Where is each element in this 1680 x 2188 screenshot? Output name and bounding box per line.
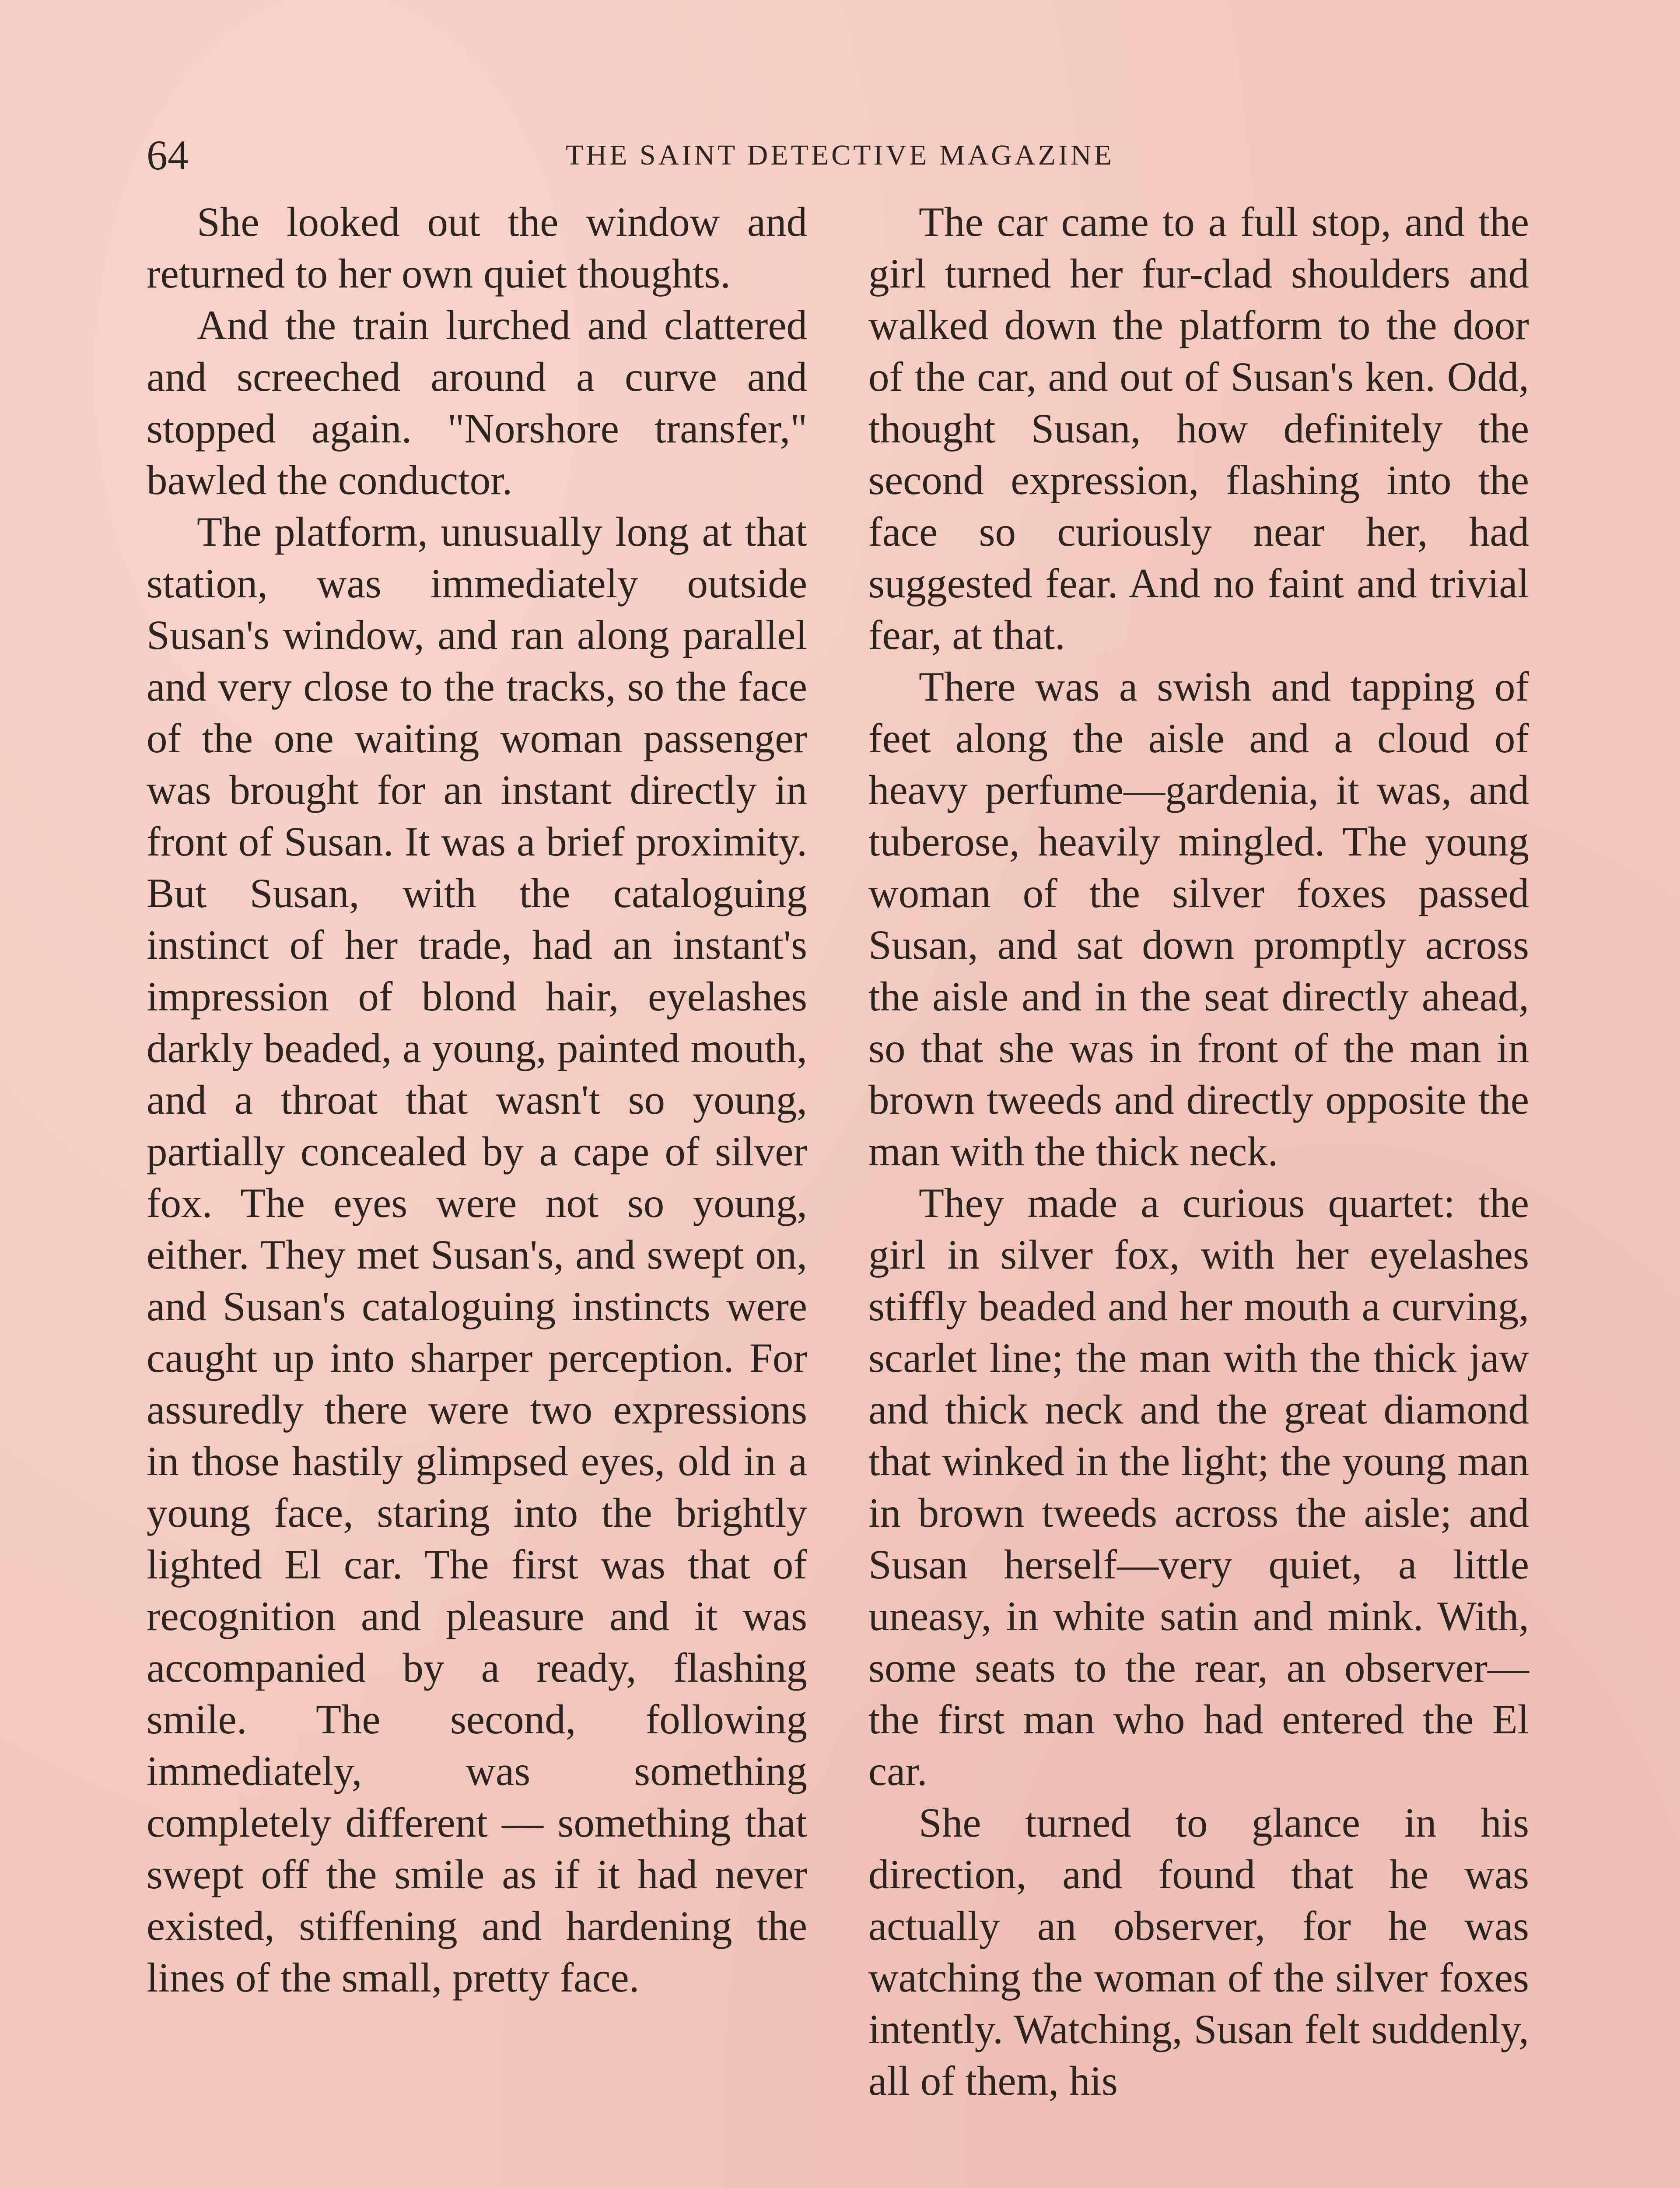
page-header xyxy=(147,131,1533,179)
left-paragraph-2: And the train lurched and clattered and screeched around a curve and stopped again. "Norshore transfer," bawled the conductor. xyxy=(147,302,807,503)
left-column xyxy=(147,196,807,2003)
right-paragraph-1: The car came to a full stop, and the girl turned her fur-clad shoulders and walked down the platform to the door of the car, and out of Susan's ken. Odd, thought Susan, how definitely the second expression, flashing into the face so curiously near her, had suggested fear. And no faint and trivial fear, at that. xyxy=(868,199,1529,658)
left-paragraph-3: The platform, unusually long at that station, was immediately outside Susan's window, and ran along parallel and very close to the tracks, so the face of the one waiting woman passenger was brought for an instant directly in front of Susan. It was a brief proximity. But Susan, with the cataloguing instinct of her trade, had an instant's impression of blond hair, eyelashes darkly beaded, a young, painted mouth, and a throat that wasn't so young, partially concealed by a cape of silver fox. The eyes were not so young, either. They met Susan's, and swept on, and Susan's cataloguing instincts were caught up into sharper perception. For assuredly there were two expressions in those hastily glimpsed eyes, old in a young face, staring into the brightly lighted El car. The first was that of recognition and pleasure and it was accompanied by a ready, flashing smile. The second, following immediately, was something completely different — something that swept off the smile as if it had never existed, stiffening and hardening the lines of the small, pretty face. xyxy=(147,508,807,2001)
right-paragraph-4: She turned to glance in his direction, and found that he was actually an observer, for he was watching the woman of the silver foxes intently. Watching, Susan felt suddenly, all of them, his xyxy=(868,1799,1529,2104)
left-paragraph-1: She looked out the window and returned to her own quiet thoughts. xyxy=(147,199,807,297)
right-paragraph-3: They made a curious quartet: the girl in silver fox, with her eyelashes stiffly beaded and her mouth a curving, scarlet line; the man with the thick jaw and thick neck and the great diamond that winked in the light; the young man in brown tweeds across the aisle; and Susan herself—very quiet, a little uneasy, in white satin and mink. With, some seats to the rear, an observer—the first man who had entered the El car. xyxy=(868,1180,1529,1794)
right-column xyxy=(868,196,1529,2107)
running-head: THE SAINT DETECTIVE MAGAZINE xyxy=(566,139,1114,171)
page-number: 64 xyxy=(147,132,189,179)
right-paragraph-2: There was a swish and tapping of feet along the aisle and a cloud of heavy perfume—gardenia, it was, and tuberose, heavily mingled. The young woman of the silver foxes passed Susan, and sat down promptly across the aisle and in the seat directly ahead, so that she was in front of the man in brown tweeds and directly opposite the man with the thick neck. xyxy=(868,663,1529,1175)
